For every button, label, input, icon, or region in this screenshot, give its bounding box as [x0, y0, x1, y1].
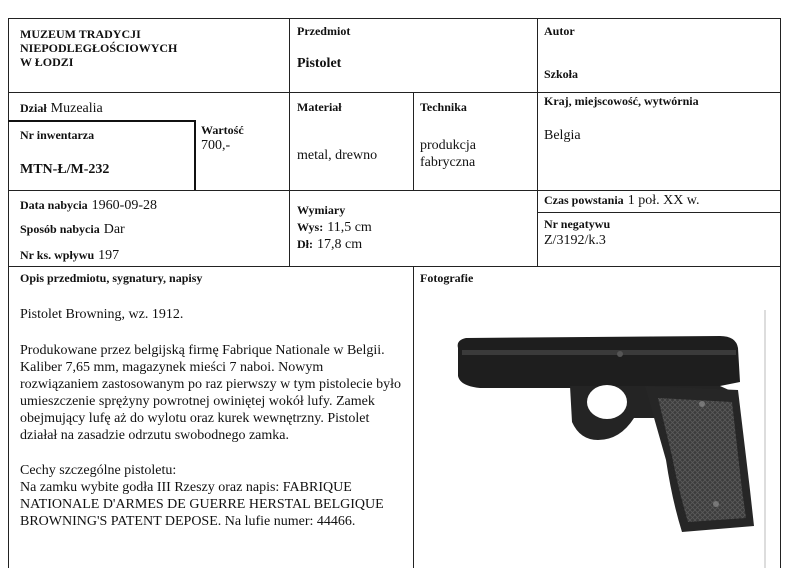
- description-features: Na zamku wybite godła III Rzeszy oraz napis: FABRIQUE NATIONALE D'ARMES DE GUERRE HERSTAL BELGIQUE BROWNING'S PATENT DEPOSE. Na lufie numer: 44466.: [20, 480, 384, 529]
- museum-name-line2: NIEPODLEGŁOŚCIOWYCH: [20, 41, 178, 55]
- inventory-box-top: [8, 120, 194, 122]
- acquisition-date-value: 1960-09-28: [91, 198, 157, 213]
- negative-value: Z/3192/k.3: [544, 233, 606, 248]
- row-divider-3: [8, 266, 780, 267]
- department-label: Dział: [20, 101, 47, 115]
- inventory-value: MTN-Ł/M-232: [20, 162, 110, 177]
- museum-name-line3: W ŁODZI: [20, 55, 74, 69]
- inventory-label: Nr inwentarza: [20, 128, 95, 142]
- technique-value-line2: fabryczna: [420, 155, 476, 170]
- dimensions-length-value: 17,8 cm: [317, 237, 363, 252]
- entry-number-value: 197: [98, 248, 120, 263]
- row-divider-time: [537, 212, 780, 213]
- dimensions-length: [297, 235, 362, 253]
- acquisition-method-field: [20, 220, 125, 238]
- dimensions-height: [297, 218, 372, 236]
- dimensions-length-label: Dł:: [297, 237, 313, 251]
- acquisition-date-label: Data nabycia: [20, 198, 88, 212]
- acquisition-method-label: Sposób nabycia: [20, 222, 100, 236]
- acquisition-method-value: Dar: [103, 222, 125, 237]
- dimensions-label: Wymiary: [297, 203, 346, 217]
- border-left: [8, 18, 9, 568]
- technique-value-line1: produkcja: [420, 138, 476, 153]
- col-divider-technique: [413, 92, 414, 190]
- school-label: Szkoła: [544, 67, 579, 81]
- entry-number-label: Nr ks. wpływu: [20, 248, 95, 262]
- material-label: Materiał: [297, 100, 342, 114]
- description-features-label: Cechy szczególne pistoletu:: [20, 463, 177, 478]
- material-value: metal, drewno: [297, 148, 378, 163]
- creation-time-value: 1 poł. XX w.: [627, 193, 700, 208]
- acquisition-date-field: [20, 196, 157, 214]
- col-divider-1: [289, 18, 290, 266]
- pistol-photo: [420, 290, 780, 568]
- creation-time-field: [544, 191, 700, 209]
- technique-label: Technika: [420, 100, 467, 114]
- description-title: Pistolet Browning, wz. 1912.: [20, 307, 184, 322]
- description-label: Opis przedmiotu, sygnatury, napisy: [20, 271, 203, 285]
- description-body: Produkowane przez belgijską firmę Fabrique Nationale w Belgii. Kaliber 7,65 mm, magazynek mieści 7 naboi. Nowym rozwiązaniem zastosowanym po raz pierwszy w tym pistolecie było umieszczenie sprężyny powrotnej owiniętej wokół lufy. Zamek obejmujący lufę aż do wylotu oraz kurek wewnętrzny. Pistolet działał na zasadzie odrzutu swobodnego zamka.: [20, 343, 401, 443]
- negative-label: Nr negatywu: [544, 217, 611, 231]
- dimensions-height-value: 11,5 cm: [327, 220, 372, 235]
- border-top: [8, 18, 780, 19]
- dimensions-height-label: Wys:: [297, 220, 324, 234]
- photos-label: Fotografie: [420, 271, 474, 285]
- worth-label: Wartość: [201, 123, 244, 137]
- department-value: Muzealia: [50, 101, 103, 116]
- row-divider-1: [8, 92, 780, 93]
- entry-number-field: [20, 246, 119, 264]
- origin-label: Kraj, miejscowość, wytwórnia: [544, 94, 699, 108]
- object-value: Pistolet: [297, 56, 342, 71]
- col-divider-2: [537, 18, 538, 266]
- col-divider-photo: [413, 266, 414, 568]
- author-label: Autor: [544, 24, 575, 38]
- department-field: [20, 99, 103, 117]
- border-right: [780, 18, 781, 568]
- origin-value: Belgia: [544, 128, 581, 143]
- object-label: Przedmiot: [297, 24, 351, 38]
- creation-time-label: Czas powstania: [544, 193, 624, 207]
- museum-name-line1: MUZEUM TRADYCJI: [20, 27, 141, 41]
- inventory-box-right: [194, 120, 196, 190]
- worth-value: 700,-: [201, 138, 231, 153]
